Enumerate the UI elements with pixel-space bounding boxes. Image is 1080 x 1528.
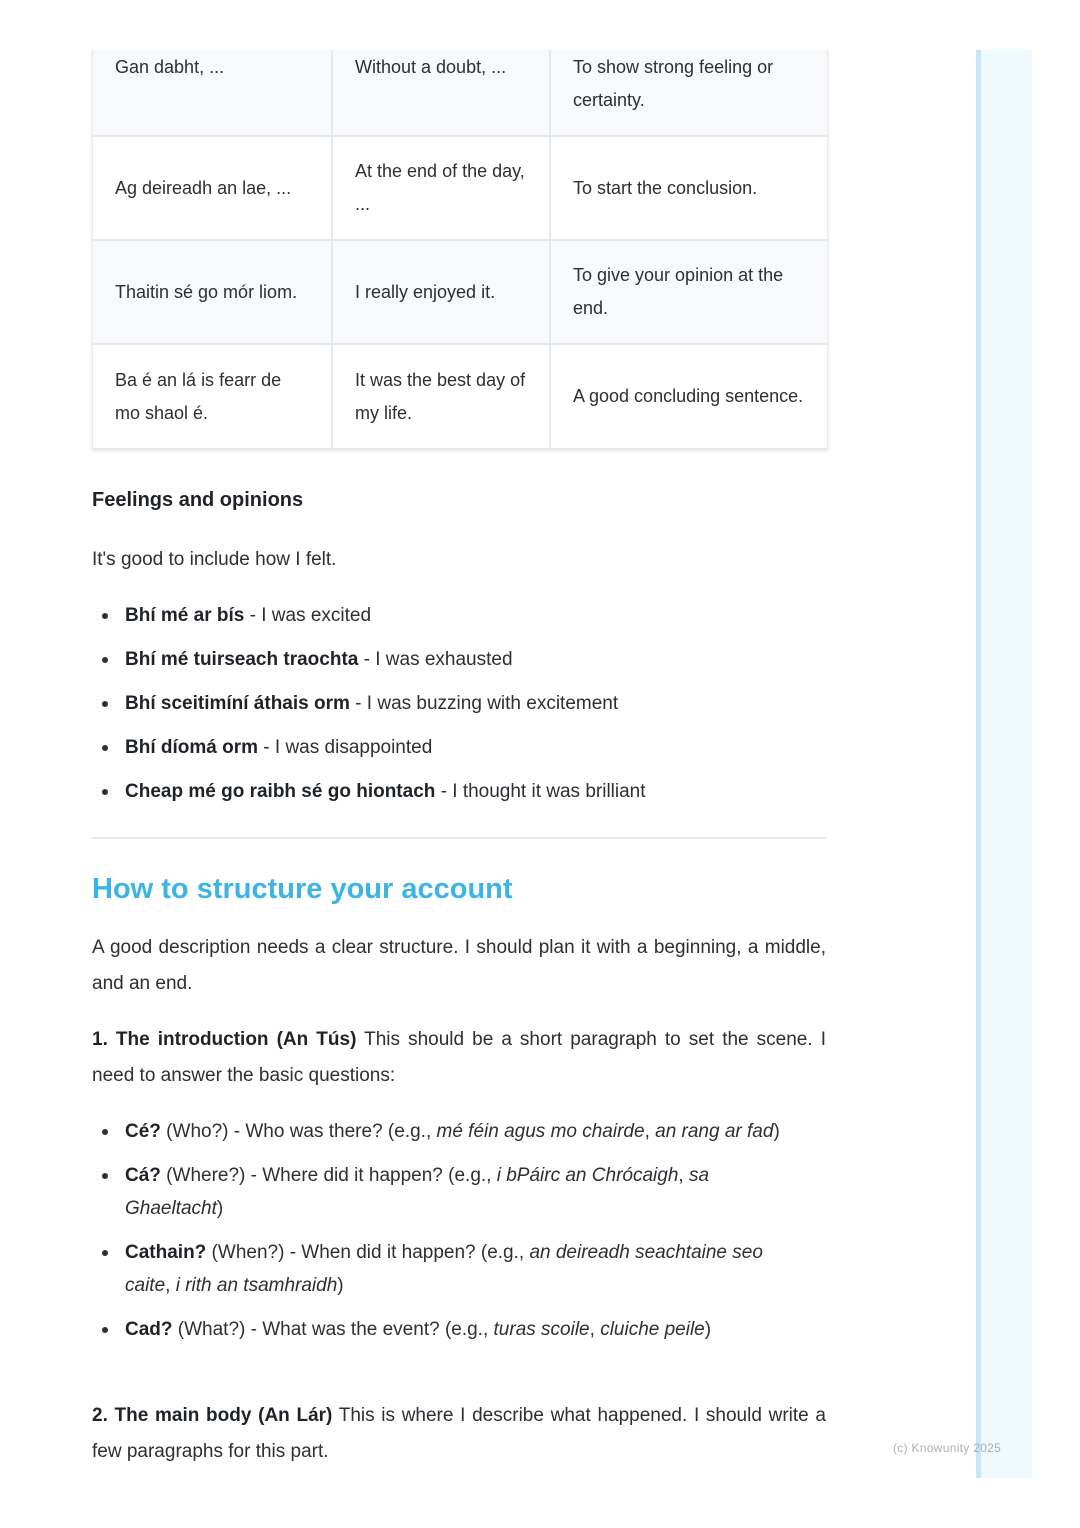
list-item: Cathain? (When?) - When did it happen? (e.g., an deireadh seachtaine seo caite, i rith an tsamhraidh) xyxy=(92,1236,797,1302)
list-item: Bhí mé ar bís - I was excited xyxy=(92,599,832,632)
structure-heading: How to structure your account xyxy=(92,873,513,905)
introduction-paragraph: 1. The introduction (An Tús) This should be a short paragraph to set the scene. I need to answer the basic questions: xyxy=(92,1029,826,1086)
table-cell-irish: Ag deireadh an lae, ... xyxy=(93,136,332,240)
main-body-paragraph: 2. The main body (An Lár) This is where I describe what happened. I should write a few paragraphs for this part. xyxy=(92,1405,826,1462)
table-row xyxy=(93,136,827,240)
introduction-title: 1. The introduction (An Tús) xyxy=(92,1029,357,1050)
feelings-heading: Feelings and opinions xyxy=(92,489,304,511)
main-body-title: 2. The main body (An Lár) xyxy=(92,1405,333,1426)
copyright-watermark: (c) Knowunity 2025 xyxy=(893,1441,1002,1455)
section-divider xyxy=(92,837,826,839)
english-meaning: I was exhausted xyxy=(375,649,513,670)
table-cell-irish: Gan dabht, ... xyxy=(93,50,332,136)
table-cell-irish: Thaitin sé go mór liom. xyxy=(93,240,332,344)
list-item: Cé? (Who?) - Who was there? (e.g., mé féin agus mo chairde, an rang ar fad) xyxy=(92,1115,797,1148)
right-sidebar xyxy=(976,50,1032,1478)
table-cell-irish: Ba é an lá is fearr de mo shaol é. xyxy=(93,344,332,448)
feelings-list xyxy=(92,599,832,819)
table-cell-english: It was the best day of my life. xyxy=(332,344,550,448)
list-item: Bhí sceitimíní áthais orm - I was buzzing with excitement xyxy=(92,687,832,720)
list-item: Cheap mé go raibh sé go hiontach - I thought it was brilliant xyxy=(92,775,832,808)
table-cell-english: Without a doubt, ... xyxy=(332,50,550,136)
table-row xyxy=(93,50,827,136)
english-meaning: I was disappointed xyxy=(274,737,433,758)
table-row xyxy=(93,344,827,448)
table-row xyxy=(93,240,827,344)
table-cell-use: To give your opinion at the end. xyxy=(550,240,827,344)
table-cell-use: To show strong feeling or certainty. xyxy=(550,50,827,136)
table-cell-english: At the end of the day, ... xyxy=(332,136,550,240)
english-meaning: I was buzzing with excitement xyxy=(366,693,619,714)
list-item: Bhí díomá orm - I was disappointed xyxy=(92,731,832,764)
list-item: Cad? (What?) - What was the event? (e.g., turas scoile, cluiche peile) xyxy=(92,1313,797,1346)
irish-phrase: Bhí mé ar bís xyxy=(125,605,245,626)
english-meaning: I thought it was brilliant xyxy=(452,781,646,802)
structure-intro: A good description needs a clear structure. I should plan it with a beginning, a middle, and an end. xyxy=(92,937,826,994)
table-cell-use: To start the conclusion. xyxy=(550,136,827,240)
irish-phrase: Bhí díomá orm xyxy=(125,737,259,758)
list-item: Bhí mé tuirseach traochta - I was exhausted xyxy=(92,643,832,676)
questions-list xyxy=(92,1115,797,1357)
irish-phrase: Bhí sceitimíní áthais orm xyxy=(125,693,350,714)
list-item: Cá? (Where?) - Where did it happen? (e.g., i bPáirc an Chrócaigh, sa Ghaeltacht) xyxy=(92,1159,797,1225)
phrase-table xyxy=(92,50,828,449)
irish-phrase: Bhí mé tuirseach traochta xyxy=(125,649,359,670)
sidebar-accent-line xyxy=(976,50,981,1478)
feelings-intro: It's good to include how I felt. xyxy=(92,549,337,570)
table-cell-use: A good concluding sentence. xyxy=(573,386,804,406)
english-meaning: I was excited xyxy=(261,605,372,626)
table-cell-english: I really enjoyed it. xyxy=(332,240,550,344)
irish-phrase: Cheap mé go raibh sé go hiontach xyxy=(125,781,436,802)
